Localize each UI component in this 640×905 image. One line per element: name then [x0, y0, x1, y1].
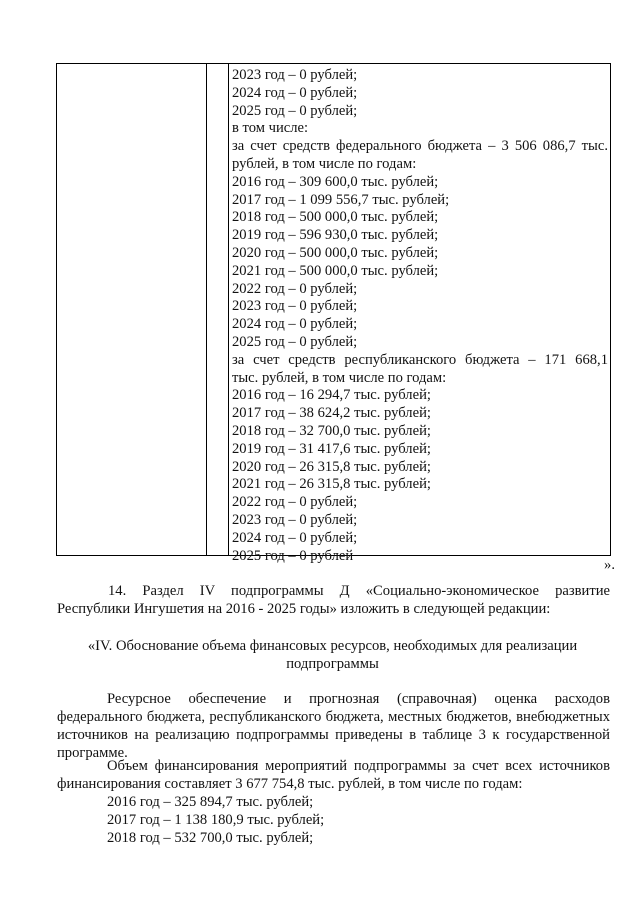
table-line: 2019 год – 596 930,0 тыс. рублей; [232, 227, 439, 244]
table-line: 2016 год – 309 600,0 тыс. рублей; [232, 173, 439, 190]
table-line: 2025 год – 0 рублей; [232, 102, 358, 119]
table-column-divider [206, 64, 207, 555]
list-item: 2018 год – 532 700,0 тыс. рублей; [107, 830, 314, 846]
volume-paragraph: Объем финансирования мероприятий подпрограммы за счет всех источников финансирования составляет 3 677 754,8 тыс. рублей, в том числе по годам: [57, 758, 610, 792]
table-line: 2024 год – 0 рублей; [232, 316, 358, 333]
table-line: 2021 год – 500 000,0 тыс. рублей; [232, 262, 439, 279]
table-line: 2017 год – 1 099 556,7 тыс. рублей; [232, 191, 450, 208]
table-line: 2020 год – 26 315,8 тыс. рублей; [232, 458, 431, 475]
table-line: 2022 год – 0 рублей; [232, 280, 358, 297]
table-line: тыс. рублей, в том числе по годам: [232, 369, 447, 386]
table-line: 2023 год – 0 рублей; [232, 511, 358, 528]
table-line: 2023 год – 0 рублей; [232, 298, 358, 315]
table-line: 2024 год – 0 рублей; [232, 84, 358, 101]
table-line: за счет средств республиканского бюджета – 171 668,1 [232, 351, 608, 368]
list-item: 2017 год – 1 138 180,9 тыс. рублей; [107, 812, 325, 828]
years-list [107, 793, 324, 847]
section-14-paragraph: 14. Раздел IV подпрограммы Д «Социально-экономическое развитие Республики Ингушетия на 2016 - 2025 годы» изложить в следующей редакции: [57, 583, 610, 617]
funding-table [56, 63, 611, 564]
table-line: 2017 год – 38 624,2 тыс. рублей; [232, 405, 431, 422]
table-column-divider [228, 64, 229, 555]
resource-paragraph: Ресурсное обеспечение и прогнозная (справочная) оценка расходов федерального бюджета, республиканского бюджета, местных бюджетов, внебюджетных источников на реализацию подпрограммы приведены в таблице 3 к государственной программе. [57, 691, 610, 761]
table-line: за счет средств федерального бюджета – 3 506 086,7 тыс. [232, 138, 608, 155]
table-line: 2025 год – 0 рублей; [232, 333, 358, 350]
table-funding-cell [232, 67, 608, 565]
table-line: 2020 год – 500 000,0 тыс. рублей; [232, 244, 439, 261]
table-line: 2025 год – 0 рублей [232, 547, 354, 564]
section-heading: «IV. Обоснование объема финансовых ресурсов, необходимых для реализации подпрограммы [87, 638, 578, 672]
closing-quote: ». [604, 557, 615, 573]
table-line: 2018 год – 32 700,0 тыс. рублей; [232, 422, 431, 439]
table-line: рублей, в том числе по годам: [232, 155, 417, 172]
table-line: 2018 год – 500 000,0 тыс. рублей; [232, 209, 439, 226]
table-line: 2019 год – 31 417,6 тыс. рублей; [232, 440, 431, 457]
table-line: в том числе: [232, 120, 309, 137]
table-line: 2023 год – 0 рублей; [232, 67, 358, 83]
list-item: 2016 год – 325 894,7 тыс. рублей; [107, 794, 314, 810]
table-line: 2021 год – 26 315,8 тыс. рублей; [232, 476, 431, 493]
table-line: 2022 год – 0 рублей; [232, 494, 358, 511]
table-line: 2016 год – 16 294,7 тыс. рублей; [232, 387, 431, 404]
table-line: 2024 год – 0 рублей; [232, 529, 358, 546]
